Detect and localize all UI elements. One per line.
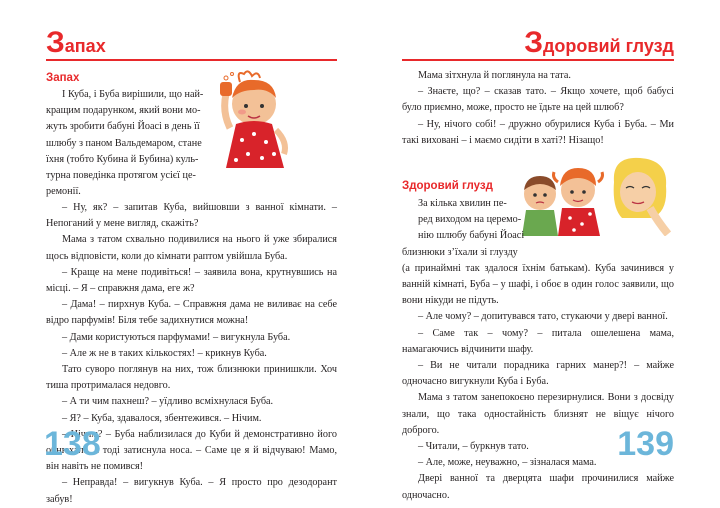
right-section-title: Здоровий глузд bbox=[402, 180, 493, 192]
paragraph: – Ви не читали порадника гарних манер?! – майже одночасно вигукнули Куба і Буба. bbox=[402, 360, 674, 388]
paragraph: Тато суворо поглянув на них, тож близнюки принишкли. Хоч тиша протрималася недовго. bbox=[46, 364, 337, 392]
intro-line: ремонії. bbox=[46, 186, 81, 198]
left-page-number: 138 bbox=[44, 425, 101, 463]
intro-line: кращим подарунком, який вони мо- bbox=[46, 105, 201, 117]
intro-line: І Куба, і Буба вирішили, що най- bbox=[62, 89, 204, 100]
left-page bbox=[0, 0, 360, 505]
paragraph: – Краще на мене подивіться! – заявила вона, крутнувшись на місці. – Я – справжня дама, еге ж? bbox=[46, 266, 337, 295]
left-intro-text bbox=[46, 87, 214, 200]
right-running-header bbox=[524, 28, 674, 58]
paragraph: – Саме так – чому? – питала ошелешена мама, намагаючись відчинити шафу. bbox=[402, 327, 674, 355]
left-running-header bbox=[46, 28, 106, 58]
right-header-initial: З bbox=[524, 26, 543, 59]
right-header-rule bbox=[402, 59, 674, 61]
paragraph: – Неправда! – вигукнув Куба. – Я просто про дезодорант забув! bbox=[46, 477, 337, 505]
paragraph: Мама з татом занепокоєно перезирнулися. Вони з досвіду знали, що така одностайність близнят не віщує нічого доброго. bbox=[402, 392, 674, 436]
paragraph: – А ти чим пахнеш? – уїдливо всміхнулася Буба. bbox=[62, 396, 274, 408]
paragraph: – Але чому? – допитувався тато, стукаючи у двері ванної. bbox=[418, 311, 668, 323]
intro-line: ред виходом на церемо- bbox=[418, 214, 522, 226]
paragraph: Мама з татом схвально подивилися на нього й уже збиралися щось відповісти, коли до кімнати раптом увійшла Буба. bbox=[46, 234, 337, 262]
left-header-rule bbox=[46, 59, 337, 61]
right-page-number: 139 bbox=[617, 425, 674, 463]
intro-line: нію шлюбу бабуні Йоасі bbox=[418, 230, 525, 242]
paragraph: – Знаєте, що? – сказав тато. – Якщо хочете, щоб бабусі було приємно, може, просто не їдьте на цей шлюб? bbox=[402, 86, 674, 114]
intro-line: близнюки з’їхали зі глузду bbox=[402, 246, 518, 258]
paragraph: Мама зітхнула й поглянула на тата. bbox=[418, 70, 571, 81]
left-header-rest: апах bbox=[64, 36, 106, 56]
paragraph: – Ну, нічого собі! – дружно обурилися Куба і Буба. – Ми такі виховані – і маємо сидіти в хаті?! Нізащо! bbox=[402, 118, 674, 146]
intro-line: (а принаймні так здалося їхнім батькам). Куба зачинився у ванній кімнаті, Буба – у шафі, і обоє в один голос заявили, що вони нікуди не підуть. bbox=[402, 262, 674, 307]
right-top-text bbox=[402, 68, 674, 149]
paragraph: – Ну, як? – запитав Куба, вийшовши з ванної кімнати. – Непоганий у мене вигляд, скажіть? bbox=[46, 202, 337, 230]
left-header-initial: З bbox=[46, 26, 65, 59]
paragraph: – Але, може, неуважно, – зізналася мама. bbox=[418, 457, 597, 469]
intro-line: турна поведінка протягом усієї це- bbox=[46, 170, 196, 182]
paragraph: – Дама! – пирхнув Куба. – Справжня дама не виливає на себе відро парфумів! Біля тебе задихнутися можна! bbox=[46, 299, 337, 327]
intro-line: їхня (тобто Кубина й Бубина) куль- bbox=[46, 153, 199, 165]
paragraph: Двері ванної та дверцята шафи прочинилися майже одночасно. bbox=[402, 473, 674, 501]
paragraph: – Я? – Куба, здавалося, збентежився. – Нічим. bbox=[62, 412, 262, 424]
paragraph: – Читали, – буркнув тато. bbox=[418, 441, 529, 453]
paragraph: – Але ж не в таких кількостях! – крикнув Куба. bbox=[62, 347, 267, 359]
paragraph: – Нічим? – Буба наблизилася до Куби й демонстративно його обнюхала, а тоді затиснула носа. – Саме це я й відчуваю! Мамо, він навіть не помився! bbox=[46, 428, 337, 473]
left-section-title: Запах bbox=[46, 72, 80, 84]
intro-line: шлюбу з паном Вальдемаром, стане bbox=[46, 137, 202, 149]
intro-line: За кілька хвилин пе- bbox=[418, 198, 507, 209]
intro-line: жуть зробити бабуні Йоасі в день її bbox=[46, 121, 200, 133]
right-header-rest: доровий глузд bbox=[542, 36, 674, 56]
right-page bbox=[360, 0, 720, 501]
paragraph: – Дами користуються парфумами! – вигукнула Буба. bbox=[62, 331, 291, 343]
girl-perfume-illustration bbox=[218, 68, 300, 170]
